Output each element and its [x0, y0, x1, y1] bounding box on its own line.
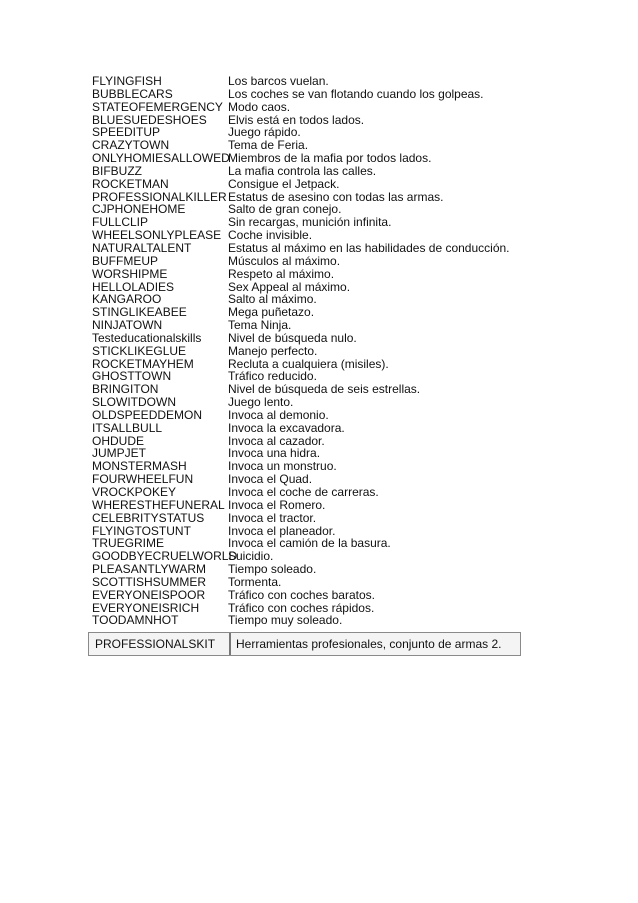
cheat-description: Respeto al máximo.: [228, 266, 335, 281]
cheat-code: ROCKETMAYHEM: [92, 356, 194, 371]
cheat-row: [92, 101, 522, 114]
cheat-description: Invoca el Quad.: [228, 472, 313, 487]
cheat-code: CRAZYTOWN: [92, 138, 170, 153]
cheat-code: SLOWITDOWN: [92, 395, 176, 410]
cheat-code: BUFFMEUP: [92, 253, 158, 268]
cheat-description: Invoca al cazador.: [228, 433, 325, 448]
cheat-code: WHEELSONLYPLEASE: [92, 228, 222, 243]
cheat-code: CJPHONEHOME: [92, 202, 186, 217]
cheat-code: NINJATOWN: [92, 318, 163, 333]
cheat-code: ONLYHOMIESALLOWED: [92, 151, 230, 166]
cheat-row: [92, 409, 522, 422]
cheat-row: [92, 268, 522, 281]
cheat-row: [92, 396, 522, 409]
cheat-row: [92, 576, 522, 589]
cheat-code: NATURALTALENT: [92, 240, 192, 255]
cheat-row: [92, 499, 522, 512]
cheat-description: Invoca una hidra.: [228, 446, 321, 461]
cheat-description: Sin recargas, munición infinita.: [228, 215, 392, 230]
cheat-code: HELLOLADIES: [92, 279, 175, 294]
cheat-code: MONSTERMASH: [92, 459, 187, 474]
cheat-row: [92, 512, 522, 525]
cheat-row: [92, 165, 522, 178]
cheat-description: Salto al máximo.: [228, 292, 317, 307]
cheat-description: Invoca un monstruo.: [228, 459, 337, 474]
cheat-row: [92, 486, 522, 499]
cheat-description: Invoca la excavadora.: [228, 420, 345, 435]
cheat-description: Miembros de la mafia por todos lados.: [228, 151, 432, 166]
cheat-row: [92, 422, 522, 435]
cheat-code: STINGLIKEABEE: [92, 305, 187, 320]
cheat-code: PROFESSIONALKILLER: [92, 189, 227, 204]
cheat-row: [92, 242, 522, 255]
cheat-description: Juego rápido.: [228, 125, 301, 140]
cheat-description: Tiempo muy soleado.: [228, 613, 343, 628]
cheat-description: Tráfico con coches baratos.: [228, 587, 375, 602]
cheat-description: Consigue el Jetpack.: [228, 176, 340, 191]
cheat-code: JUMPJET: [92, 446, 146, 461]
cheat-code: ROCKETMAN: [92, 176, 169, 191]
cheat-row: [92, 614, 522, 627]
cheat-description: Invoca el Romero.: [228, 497, 326, 512]
cheat-code: WORSHIPME: [92, 266, 168, 281]
cheat-code: TRUEGRIME: [92, 536, 164, 551]
cheat-code: STATEOFEMERGENCY: [92, 99, 223, 114]
cheat-description: Invoca el planeador.: [228, 523, 336, 538]
cheat-description: Invoca el coche de carreras.: [228, 485, 379, 499]
cheat-code: SCOTTISHSUMMER: [92, 574, 206, 589]
cheat-description: Tema Ninja.: [228, 318, 292, 333]
cheat-code: GOODBYECRUELWORLD: [92, 549, 238, 564]
cheat-code: EVERYONEISPOOR: [92, 587, 206, 602]
cheat-description: Suicidio.: [228, 549, 274, 564]
cheat-code: SPEEDITUP: [92, 125, 161, 140]
cheat-code: CELEBRITYSTATUS: [92, 510, 205, 525]
cheat-description: Modo caos.: [228, 99, 291, 114]
cheat-row: [92, 88, 522, 101]
cheat-description: Tráfico con coches rápidos.: [228, 600, 375, 615]
cheat-row: [92, 75, 522, 88]
cheat-code: FULLCLIP: [92, 215, 149, 230]
cheat-description: Tráfico reducido.: [228, 369, 317, 384]
cheat-row: [92, 152, 522, 165]
cheat-description: Sex Appeal al máximo.: [228, 279, 351, 294]
cheat-description: Los barcos vuelan.: [228, 74, 329, 88]
cheat-description: Manejo perfecto.: [228, 343, 318, 358]
cheat-code: FOURWHEELFUN: [92, 472, 194, 487]
cheat-code: TOODAMNHOT: [92, 613, 179, 628]
cheat-code: ITSALLBULL: [92, 420, 163, 435]
highlighted-table-row: [88, 632, 521, 656]
cheat-description: Estatus de asesino con todas las armas.: [228, 189, 444, 204]
cheat-row: [92, 319, 522, 332]
cheat-row: [92, 563, 522, 576]
cheat-code: STICKLIKEGLUE: [92, 343, 187, 358]
cheat-description: Juego lento.: [228, 395, 294, 410]
cheat-description: Tiempo soleado.: [228, 562, 317, 577]
cheat-row: [92, 345, 522, 358]
cheat-row: [92, 255, 522, 268]
cheat-description: Elvis está en todos lados.: [228, 112, 365, 127]
cheat-description: Invoca el tractor.: [228, 510, 317, 525]
cheat-row: [92, 178, 522, 191]
cheat-code: Testeducationalskills: [92, 330, 202, 345]
cheat-description: Recluta a cualquiera (misiles).: [228, 356, 389, 371]
highlighted-cheat-description: Herramientas profesionales, conjunto de armas 2.: [236, 637, 502, 651]
cheat-code: PLEASANTLYWARM: [92, 562, 207, 577]
cheat-description: Los coches se van flotando cuando los golpeas.: [228, 86, 484, 101]
cheat-code-list: [92, 75, 522, 627]
cheat-code: EVERYONEISRICH: [92, 600, 200, 615]
cheat-description: Tormenta.: [228, 574, 282, 589]
cheat-row: [92, 332, 522, 345]
cheat-code: OHDUDE: [92, 433, 145, 448]
cheat-code: OLDSPEEDDEMON: [92, 407, 203, 422]
cheat-description: Estatus al máximo en las habilidades de conducción.: [228, 240, 510, 255]
cheat-code: BIFBUZZ: [92, 163, 142, 178]
cheat-description: Invoca el camión de la basura.: [228, 536, 391, 551]
cheat-description: Nivel de búsqueda de seis estrellas.: [228, 382, 421, 397]
cheat-description: Invoca al demonio.: [228, 407, 329, 422]
cheat-code: FLYINGFISH: [92, 74, 162, 88]
cheat-code: WHERESTHEFUNERAL: [92, 497, 225, 512]
cheat-code: KANGAROO: [92, 292, 162, 307]
cheat-description: La mafia controla las calles.: [228, 163, 377, 178]
cheat-code: VROCKPOKEY: [92, 485, 177, 499]
highlighted-cheat-code: PROFESSIONALSKIT: [89, 633, 231, 655]
cheat-code: BRINGITON: [92, 382, 159, 397]
cheat-description: Tema de Feria.: [228, 138, 309, 153]
cheat-code: BUBBLECARS: [92, 86, 173, 101]
cheat-description: Coche invisible.: [228, 228, 313, 243]
cheat-description: Mega puñetazo.: [228, 305, 315, 320]
cheat-description: Nivel de búsqueda nulo.: [228, 330, 357, 345]
cheat-code: FLYINGTOSTUNT: [92, 523, 191, 538]
cheat-code: BLUESUEDESHOES: [92, 112, 207, 127]
cheat-code: GHOSTTOWN: [92, 369, 172, 384]
cheat-description: Salto de gran conejo.: [228, 202, 342, 217]
cheat-description: Músculos al máximo.: [228, 253, 341, 268]
cheat-row: [92, 589, 522, 602]
